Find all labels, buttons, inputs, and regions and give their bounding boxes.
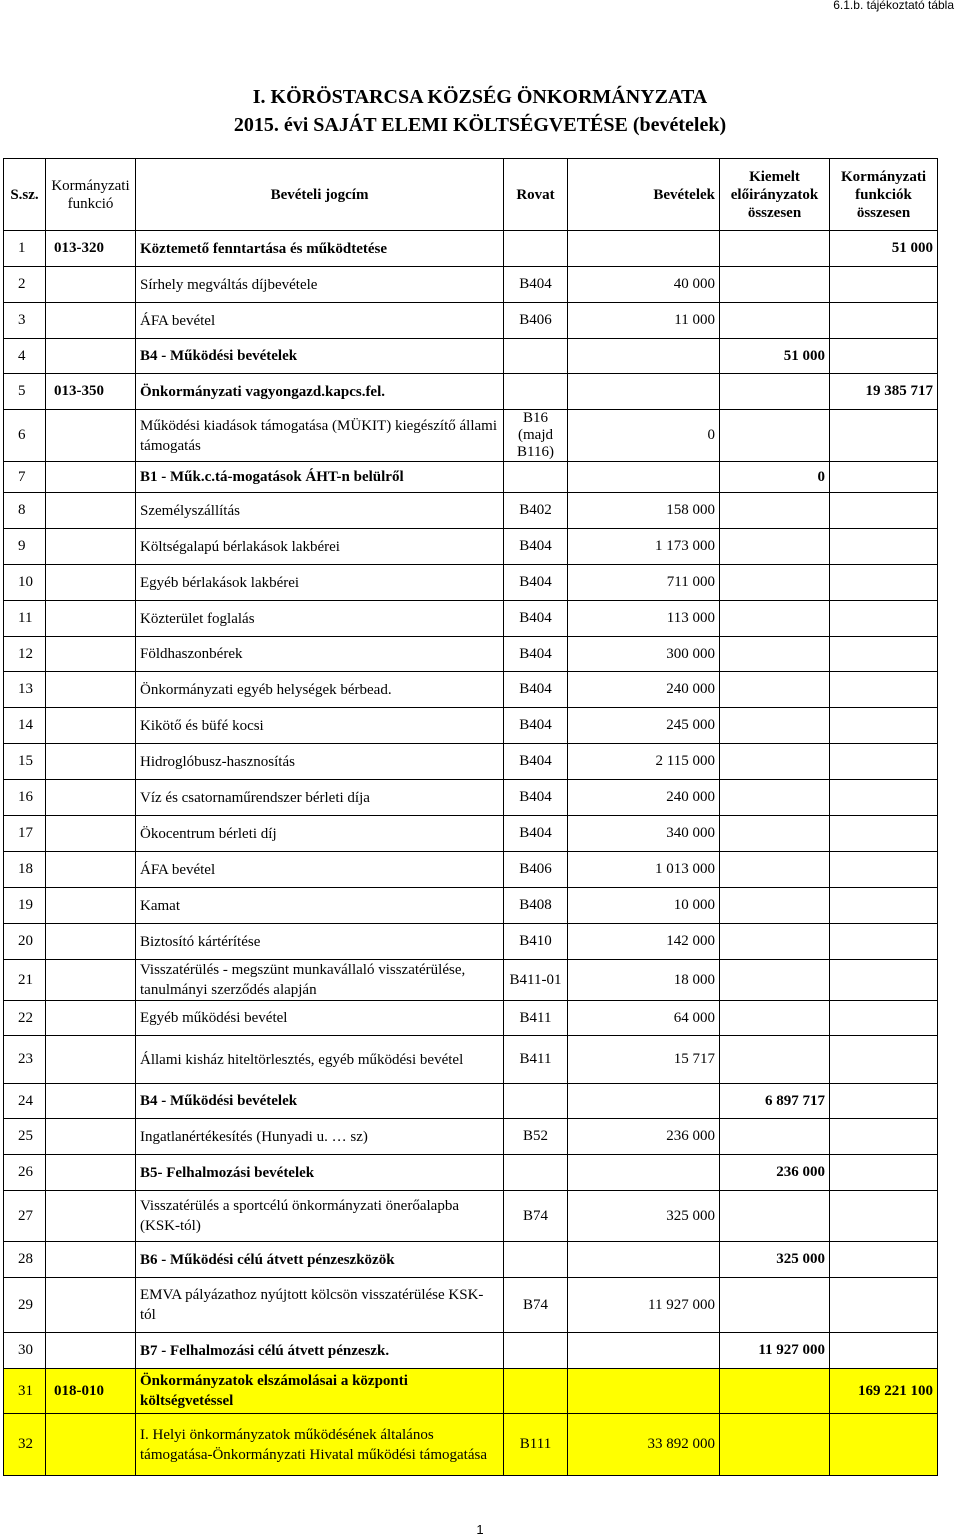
row-appropriation-total: [720, 601, 830, 637]
row-function-total: [830, 637, 938, 672]
document-title: I. KÖRÖSTARCSA KÖZSÉG ÖNKORMÁNYZATA: [252, 86, 708, 108]
row-appropriation-total: [720, 1278, 830, 1333]
row-revenue-amount: 245 000: [568, 708, 720, 744]
table-row: [4, 462, 938, 493]
header-row: [4, 159, 938, 231]
row-revenue-title: ÁFA bevétel: [136, 303, 504, 339]
row-rovat: B404: [504, 529, 568, 565]
row-revenue-title: Működési kiadások támogatása (MÜKIT) kiegészítő állami támogatás: [136, 410, 504, 462]
row-number: 11: [4, 601, 46, 637]
row-revenue-amount: [568, 1242, 720, 1278]
table-row: [4, 780, 938, 816]
row-revenue-title: Önkormányzati vagyongazd.kapcs.fel.: [136, 374, 504, 410]
row-appropriation-total: [720, 888, 830, 924]
row-function-total: [830, 303, 938, 339]
row-appropriation-total: [720, 529, 830, 565]
row-revenue-title: B6 - Működési célú átvett pénzeszközök: [136, 1242, 504, 1278]
row-function-code: [46, 529, 136, 565]
row-function-code: [46, 780, 136, 816]
row-function-code: [46, 1084, 136, 1119]
row-appropriation-total: [720, 303, 830, 339]
row-revenue-title: B5- Felhalmozási bevételek: [136, 1155, 504, 1191]
row-number: 14: [4, 708, 46, 744]
row-rovat: B410: [504, 924, 568, 960]
row-number: 24: [4, 1084, 46, 1119]
row-function-code: [46, 339, 136, 374]
row-appropriation-total: [720, 410, 830, 462]
row-function-total: [830, 744, 938, 780]
row-revenue-title: Köztemető fenntartása és működtetése: [136, 231, 504, 267]
row-rovat: B404: [504, 744, 568, 780]
row-function-total: [830, 672, 938, 708]
row-function-code: [46, 1191, 136, 1242]
row-rovat: B411: [504, 1036, 568, 1084]
row-function-total: [830, 708, 938, 744]
row-revenue-amount: [568, 1369, 720, 1414]
row-function-total: [830, 1191, 938, 1242]
row-function-code: [46, 1333, 136, 1369]
row-revenue-amount: 325 000: [568, 1191, 720, 1242]
row-rovat: B402: [504, 493, 568, 529]
row-function-total: [830, 339, 938, 374]
header-bevetelek: Bevételek: [568, 159, 720, 231]
row-revenue-title: Földhaszonbérek: [136, 637, 504, 672]
row-rovat: B52: [504, 1119, 568, 1155]
row-revenue-title: Állami kisház hiteltörlesztés, egyéb működési bevétel: [136, 1036, 504, 1084]
row-number: 5: [4, 374, 46, 410]
row-revenue-amount: 236 000: [568, 1119, 720, 1155]
row-revenue-amount: [568, 1333, 720, 1369]
row-revenue-title: Önkormányzati egyéb helységek bérbead.: [136, 672, 504, 708]
row-function-total: [830, 1155, 938, 1191]
row-appropriation-total: [720, 231, 830, 267]
row-function-total: [830, 1084, 938, 1119]
row-appropriation-total: [720, 672, 830, 708]
row-function-total: [830, 267, 938, 303]
row-revenue-amount: 11 000: [568, 303, 720, 339]
row-rovat: B404: [504, 708, 568, 744]
row-number: 26: [4, 1155, 46, 1191]
row-function-code: 013-350: [46, 374, 136, 410]
row-number: 15: [4, 744, 46, 780]
row-number: 2: [4, 267, 46, 303]
row-function-total: [830, 565, 938, 601]
row-revenue-amount: 2 115 000: [568, 744, 720, 780]
row-function-code: [46, 1036, 136, 1084]
row-number: 7: [4, 462, 46, 493]
row-function-code: [46, 744, 136, 780]
header-jogcim: Bevételi jogcím: [136, 159, 504, 231]
row-number: 22: [4, 1001, 46, 1036]
row-appropriation-total: [720, 1191, 830, 1242]
table-row: [4, 374, 938, 410]
row-function-code: [46, 672, 136, 708]
row-number: 9: [4, 529, 46, 565]
row-revenue-amount: [568, 1155, 720, 1191]
row-rovat: [504, 462, 568, 493]
row-function-total: [830, 780, 938, 816]
row-function-total: [830, 1414, 938, 1476]
row-function-code: [46, 1414, 136, 1476]
row-revenue-amount: 113 000: [568, 601, 720, 637]
row-function-total: [830, 462, 938, 493]
table-row: [4, 1155, 938, 1191]
table-row: [4, 1036, 938, 1084]
table-row: [4, 1191, 938, 1242]
document-subtitle: 2015. évi SAJÁT ELEMI KÖLTSÉGVETÉSE (bevételek): [233, 114, 727, 136]
row-function-total: [830, 852, 938, 888]
row-function-total: [830, 816, 938, 852]
table-row: [4, 410, 938, 462]
row-function-code: [46, 852, 136, 888]
row-appropriation-total: [720, 1414, 830, 1476]
row-revenue-amount: [568, 1084, 720, 1119]
row-rovat: B406: [504, 852, 568, 888]
row-number: 27: [4, 1191, 46, 1242]
row-number: 20: [4, 924, 46, 960]
row-revenue-amount: 340 000: [568, 816, 720, 852]
row-number: 10: [4, 565, 46, 601]
table-reference-label: 6.1.b. tájékoztató tábla: [833, 0, 954, 12]
row-appropriation-total: [720, 374, 830, 410]
table-row: [4, 1001, 938, 1036]
row-function-total: [830, 410, 938, 462]
table-row: [4, 1084, 938, 1119]
row-function-total: [830, 1001, 938, 1036]
row-appropriation-total: [720, 1119, 830, 1155]
row-number: 21: [4, 960, 46, 1001]
row-revenue-title: Személyszállítás: [136, 493, 504, 529]
row-rovat: B74: [504, 1278, 568, 1333]
row-number: 13: [4, 672, 46, 708]
header-funkciok: Kormányzati funkciók összesen: [830, 159, 938, 231]
row-rovat: B74: [504, 1191, 568, 1242]
row-revenue-amount: 11 927 000: [568, 1278, 720, 1333]
table-row: [4, 672, 938, 708]
row-function-total: 169 221 100: [830, 1369, 938, 1414]
row-revenue-title: Egyéb bérlakások lakbérei: [136, 565, 504, 601]
row-rovat: B411-01: [504, 960, 568, 1001]
row-function-code: [46, 637, 136, 672]
row-number: 28: [4, 1242, 46, 1278]
row-appropriation-total: [720, 267, 830, 303]
row-revenue-title: Ingatlanértékesítés (Hunyadi u. … sz): [136, 1119, 504, 1155]
row-rovat: [504, 1155, 568, 1191]
row-function-code: [46, 267, 136, 303]
row-function-code: [46, 888, 136, 924]
row-revenue-title: B4 - Működési bevételek: [136, 1084, 504, 1119]
row-rovat: [504, 1333, 568, 1369]
table-row: [4, 1333, 938, 1369]
row-revenue-title: B4 - Működési bevételek: [136, 339, 504, 374]
row-rovat: B404: [504, 267, 568, 303]
table-row: [4, 924, 938, 960]
row-appropriation-total: [720, 960, 830, 1001]
table-row: [4, 708, 938, 744]
row-function-code: [46, 1155, 136, 1191]
row-function-total: [830, 1242, 938, 1278]
row-revenue-title: Sírhely megváltás díjbevétele: [136, 267, 504, 303]
row-function-code: [46, 960, 136, 1001]
row-revenue-title: ÁFA bevétel: [136, 852, 504, 888]
row-revenue-title: Egyéb működési bevétel: [136, 1001, 504, 1036]
table-row: [4, 637, 938, 672]
row-function-code: [46, 1001, 136, 1036]
row-function-total: 51 000: [830, 231, 938, 267]
row-function-code: [46, 924, 136, 960]
row-appropriation-total: [720, 852, 830, 888]
row-revenue-title: Ökocentrum bérleti díj: [136, 816, 504, 852]
row-function-total: [830, 924, 938, 960]
row-number: 25: [4, 1119, 46, 1155]
row-revenue-amount: [568, 462, 720, 493]
row-number: 8: [4, 493, 46, 529]
row-revenue-amount: 142 000: [568, 924, 720, 960]
row-number: 32: [4, 1414, 46, 1476]
budget-table: [3, 158, 938, 1476]
row-appropriation-total: [720, 493, 830, 529]
row-rovat: [504, 374, 568, 410]
row-function-total: [830, 1119, 938, 1155]
table-row: [4, 529, 938, 565]
row-rovat: B406: [504, 303, 568, 339]
table-row: [4, 1278, 938, 1333]
header-ssz: S.sz.: [4, 159, 46, 231]
row-number: 18: [4, 852, 46, 888]
row-revenue-title: Kamat: [136, 888, 504, 924]
row-revenue-amount: [568, 231, 720, 267]
row-revenue-title: Hidroglóbusz-hasznosítás: [136, 744, 504, 780]
row-function-code: [46, 410, 136, 462]
row-number: 6: [4, 410, 46, 462]
table-row: [4, 852, 938, 888]
row-rovat: [504, 1084, 568, 1119]
row-function-code: [46, 493, 136, 529]
row-rovat: B404: [504, 637, 568, 672]
row-revenue-title: EMVA pályázathoz nyújtott kölcsön visszatérülése KSK-tól: [136, 1278, 504, 1333]
row-revenue-amount: 158 000: [568, 493, 720, 529]
row-function-code: [46, 816, 136, 852]
row-number: 4: [4, 339, 46, 374]
row-rovat: B404: [504, 565, 568, 601]
row-revenue-amount: 300 000: [568, 637, 720, 672]
row-revenue-title: Kikötő és büfé kocsi: [136, 708, 504, 744]
row-rovat: B16 (majd B116): [504, 410, 568, 462]
row-function-code: [46, 303, 136, 339]
row-number: 12: [4, 637, 46, 672]
row-rovat: [504, 1369, 568, 1414]
table-row: [4, 1242, 938, 1278]
row-function-code: [46, 1242, 136, 1278]
row-revenue-title: Biztosító kártérítése: [136, 924, 504, 960]
row-rovat: [504, 1242, 568, 1278]
row-number: 16: [4, 780, 46, 816]
row-function-code: 013-320: [46, 231, 136, 267]
table-row: [4, 888, 938, 924]
table-row: [4, 1369, 938, 1414]
table-row: [4, 601, 938, 637]
row-revenue-amount: [568, 339, 720, 374]
row-appropriation-total: 51 000: [720, 339, 830, 374]
row-function-code: [46, 1119, 136, 1155]
row-appropriation-total: [720, 816, 830, 852]
row-appropriation-total: 6 897 717: [720, 1084, 830, 1119]
row-function-code: [46, 601, 136, 637]
table-row: [4, 303, 938, 339]
row-revenue-title: I. Helyi önkormányzatok működésének általános támogatása-Önkormányzati Hivatal működési támogatása: [136, 1414, 504, 1476]
row-appropriation-total: [720, 1369, 830, 1414]
row-function-total: [830, 1036, 938, 1084]
row-revenue-amount: 33 892 000: [568, 1414, 720, 1476]
table-row: [4, 267, 938, 303]
row-rovat: B404: [504, 816, 568, 852]
row-rovat: B411: [504, 1001, 568, 1036]
row-function-total: [830, 529, 938, 565]
row-number: 17: [4, 816, 46, 852]
row-function-total: [830, 1278, 938, 1333]
row-revenue-amount: 64 000: [568, 1001, 720, 1036]
row-appropriation-total: [720, 708, 830, 744]
row-appropriation-total: [720, 924, 830, 960]
row-revenue-amount: 18 000: [568, 960, 720, 1001]
row-number: 29: [4, 1278, 46, 1333]
row-revenue-title: Költségalapú bérlakások lakbérei: [136, 529, 504, 565]
row-number: 31: [4, 1369, 46, 1414]
row-appropriation-total: [720, 1001, 830, 1036]
row-revenue-amount: 10 000: [568, 888, 720, 924]
row-revenue-title: Visszatérülés - megszünt munkavállaló visszatérülése, tanulmányi szerződés alapján: [136, 960, 504, 1001]
row-appropriation-total: [720, 565, 830, 601]
row-appropriation-total: [720, 637, 830, 672]
row-revenue-amount: 15 717: [568, 1036, 720, 1084]
row-revenue-amount: 240 000: [568, 780, 720, 816]
row-rovat: B111: [504, 1414, 568, 1476]
row-rovat: B404: [504, 601, 568, 637]
row-revenue-amount: 240 000: [568, 672, 720, 708]
row-revenue-title: Visszatérülés a sportcélú önkormányzati önerőalapba (KSK-tól): [136, 1191, 504, 1242]
row-appropriation-total: [720, 1036, 830, 1084]
row-revenue-title: B1 - Műk.c.tá-mogatások ÁHT-n belülről: [136, 462, 504, 493]
row-appropriation-total: 11 927 000: [720, 1333, 830, 1369]
row-revenue-title: Víz és csatornaműrendszer bérleti díja: [136, 780, 504, 816]
row-number: 19: [4, 888, 46, 924]
row-function-code: [46, 565, 136, 601]
row-function-code: [46, 462, 136, 493]
page-number: 1: [476, 1522, 484, 1537]
row-revenue-amount: 40 000: [568, 267, 720, 303]
row-revenue-title: Közterület foglalás: [136, 601, 504, 637]
row-rovat: B408: [504, 888, 568, 924]
header-funkcio: Kormányzati funkció: [46, 159, 136, 231]
row-function-total: [830, 888, 938, 924]
row-function-code: [46, 708, 136, 744]
table-row: [4, 231, 938, 267]
table-row: [4, 1414, 938, 1476]
row-revenue-amount: 1 013 000: [568, 852, 720, 888]
row-number: 1: [4, 231, 46, 267]
table-row: [4, 339, 938, 374]
row-revenue-amount: 711 000: [568, 565, 720, 601]
row-function-total: [830, 960, 938, 1001]
row-rovat: B404: [504, 780, 568, 816]
table-row: [4, 744, 938, 780]
table-row: [4, 565, 938, 601]
row-number: 23: [4, 1036, 46, 1084]
row-function-code: 018-010: [46, 1369, 136, 1414]
row-appropriation-total: 236 000: [720, 1155, 830, 1191]
row-appropriation-total: [720, 780, 830, 816]
row-rovat: [504, 339, 568, 374]
row-revenue-title: Önkormányzatok elszámolásai a központi költségvetéssel: [136, 1369, 504, 1414]
row-function-code: [46, 1278, 136, 1333]
row-number: 3: [4, 303, 46, 339]
row-revenue-title: B7 - Felhalmozási célú átvett pénzeszk.: [136, 1333, 504, 1369]
header-rovat: Rovat: [504, 159, 568, 231]
header-kiemelt: Kiemelt előirányzatok összesen: [720, 159, 830, 231]
row-rovat: [504, 231, 568, 267]
table-row: [4, 816, 938, 852]
row-rovat: B404: [504, 672, 568, 708]
row-function-total: [830, 1333, 938, 1369]
row-revenue-amount: [568, 374, 720, 410]
row-function-total: [830, 601, 938, 637]
table-row: [4, 493, 938, 529]
row-function-total: [830, 493, 938, 529]
row-revenue-amount: 0: [568, 410, 720, 462]
table-row: [4, 1119, 938, 1155]
row-appropriation-total: 0: [720, 462, 830, 493]
table-row: [4, 960, 938, 1001]
row-revenue-amount: 1 173 000: [568, 529, 720, 565]
row-appropriation-total: 325 000: [720, 1242, 830, 1278]
row-appropriation-total: [720, 744, 830, 780]
row-number: 30: [4, 1333, 46, 1369]
row-function-total: 19 385 717: [830, 374, 938, 410]
